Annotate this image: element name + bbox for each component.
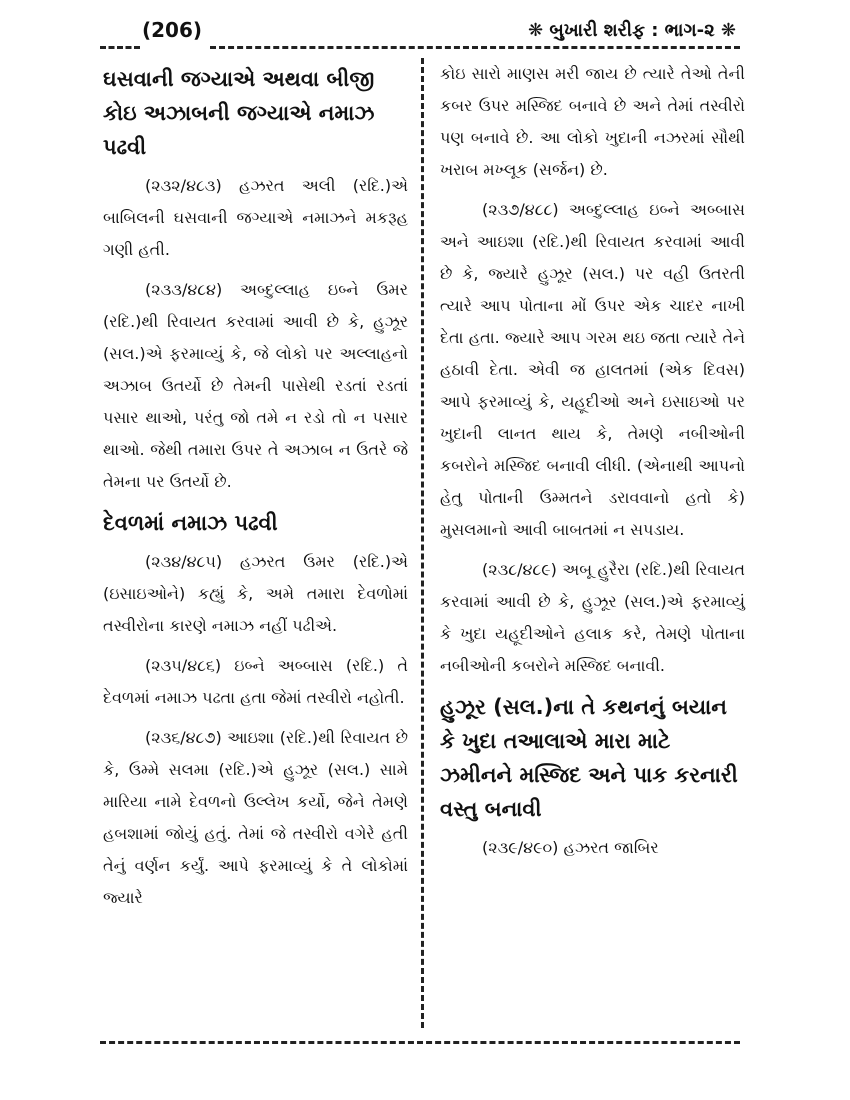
header-dash-left [100,46,140,49]
footer-dash [100,1041,740,1044]
section-heading: દેવળમાં નમાઝ પઢવી [103,511,278,535]
book-title: ❋ બુખારી શરીફ : ભાગ-૨ ❋ [528,20,736,41]
page-header [100,12,740,52]
hadith-paragraph: (૨૩૩/૪૮૪) અબ્દુલ્લાહ ઇબ્ને ઉમર (રદિ.)થી રિવાયત કરવામાં આવી છે કે, હુઝૂર (સલ.)એ ફરમાવ્યું કે, જે લોકો પર અલ્લાહનો અઝાબ ઉતર્યો છે તેમની પાસેથી રડતાં રડતાં પસાર થાઓ, પરંતુ જો તમે ન રડો તો ન પસાર થાઓ. જેથી તમારા ઉપર તે અઝાબ ન ઉતરે જે તેમના પર ઉતર્યો છે. [103,280,408,491]
hadith-paragraph: (૨૩૯/૪૯૦) હઝરત જાબિર [482,838,659,857]
page-number: (206) [142,18,203,42]
right-column [440,58,745,872]
hadith-paragraph: (૨૩૬/૪૮૭) આઇશા (રદિ.)થી રિવાયત છે કે, ઉમ્મે સલમા (રદિ.)એ હુઝૂર (સલ.) સામે મારિયા નામે દેવળનો ઉલ્લેખ કર્યો, જેને તેમણે હબશામાં જોયું હતું. તેમાં જે તસ્વીરો વગેરે હતી તેનું વર્ણન કર્યું. આપે ફરમાવ્યું કે તે લોકોમાં જ્યારે [103,728,408,907]
section-heading: હુઝૂર (સલ.)ના તે કથનનું બયાન કે ખુદા તઆલાએ મારા માટે ઝમીનને મસ્જિદ અને પાક કરનારી વસ્તુ બનાવી [440,695,738,821]
hadith-paragraph: કોઇ સારો માણસ મરી જાય છે ત્યારે તેઓ તેની કબર ઉપર મસ્જિદ બનાવે છે અને તેમાં તસ્વીરો પણ બનાવે છે. આ લોકો ખુદાની નઝરમાં સૌથી ખરાબ મખ્લૂક (સર્જન) છે. [440,64,745,179]
left-column [103,58,408,922]
section-heading: ઘસવાની જગ્યાએ અથવા બીજી કોઇ અઝાબની જગ્યાએ નમાઝ પઢવી [103,67,375,159]
hadith-paragraph: (૨૩૪/૪૮૫) હઝરત ઉમર (રદિ.)એ (ઇસાઇઓને) કહ્યું કે, અમે તમારા દેવળોમાં તસ્વીરોના કારણે નમાઝ નહીં પઢીએ. [103,552,408,635]
hadith-paragraph: (૨૩૮/૪૮૯) અબૂ હુરૈરા (રદિ.)થી રિવાયત કરવામાં આવી છે કે, હુઝૂર (સલ.)એ ફરમાવ્યું કે ખુદા યહૂદીઓને હલાક કરે, તેમણે પોતાના નબીઓની કબરોને મસ્જિદ બનાવી. [440,560,745,675]
hadith-paragraph: (૨૩૭/૪૮૮) અબ્દુલ્લાહ ઇબ્ને અબ્બાસ અને આઇશા (રદિ.)થી રિવાયત કરવામાં આવી છે કે, જ્યારે હુઝૂર (સલ.) પર વહી ઉતરતી ત્યારે આપ પોતાના મોં ઉપર એક ચાદર નાખી દેતા હતા. જ્યારે આપ ગરમ થઇ જતા ત્યારે તેને હઠાવી દેતા. એવી જ હાલતમાં (એક દિવસ) આપે ફરમાવ્યું કે, યહૂદીઓ અને ઇસાઇઓ પર ખુદાની લાનત થાય કે, તેમણે નબીઓની કબરોને મસ્જિદ બનાવી લીધી. (એનાથી આપનો હેતુ પોતાની ઉમ્મતને ડરાવવાનો હતો કે) મુસલમાનો આવી બાબતમાં ન સપડાય. [440,200,745,539]
column-divider [421,58,424,1028]
hadith-paragraph: (૨૩૨/૪૮૩) હઝરત અલી (રદિ.)એ બાબિલની ઘસવાની જગ્યાએ નમાઝને મકરૂહ ગણી હતી. [103,176,408,259]
hadith-paragraph: (૨૩૫/૪૮૬) ઇબ્ને અબ્બાસ (રદિ.) તે દેવળમાં નમાઝ પઢતા હતા જેમાં તસ્વીરો નહોતી. [103,656,408,707]
header-dash-right [210,46,740,49]
